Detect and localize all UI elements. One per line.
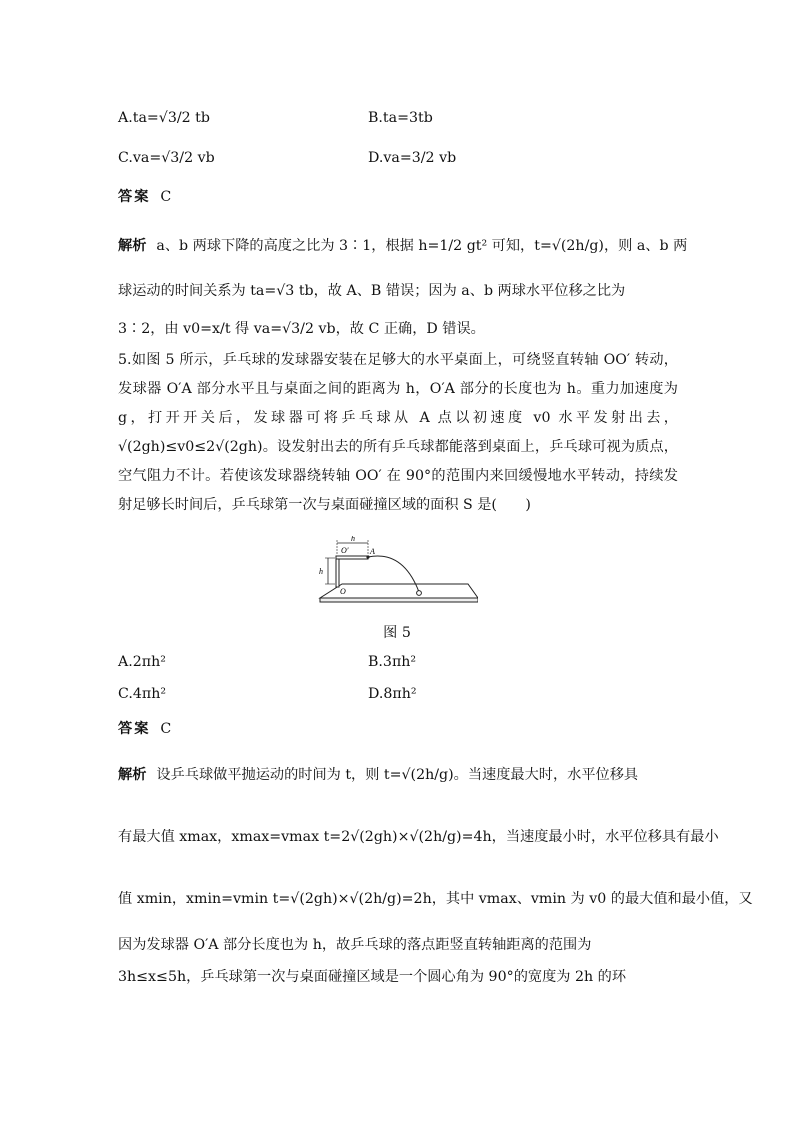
label-h-top: h [351,536,355,543]
q4-analysis-text-1: a、b 两球下降的高度之比为 3∶1，根据 h=1/2 gt² 可知，t=√(2h/g)，则 a、b 两 [156,238,688,254]
q4-option-d: D.va=3/2 vb [368,150,457,166]
q5-analysis-line-2: 有最大值 xmax，xmax=vmax t=2√(2gh)×√(2h/g)=4h，当速度最小时，水平位移具有最小 [118,829,719,845]
ball [417,591,422,596]
q5-option-d: D.8πh² [368,686,417,702]
ball-trajectory [368,556,419,592]
q5-analysis-line-3: 值 xmin，xmin=vmin t=√(2gh)×√(2h/g)=2h，其中 vmax、vmin 为 v0 的最大值和最小值，又 [118,891,753,907]
q4-analysis-line-3: 3∶2，由 v0=x/t 得 va=√3/2 vb，故 C 正确，D 错误。 [118,321,485,337]
q4-option-a: A.ta=√3/2 tb [118,110,210,126]
q5-answer [118,718,171,738]
figure-5 [318,536,478,610]
q5-analysis-label: 解析 [118,767,147,783]
q4-analysis-line-1 [118,235,687,255]
q4-option-b: B.ta=3tb [368,110,433,126]
q4-analysis-line-2: 球运动的时间关系为 ta=√3 tb，故 A、B 错误；因为 a、b 两球水平位移之比为 [118,283,626,299]
q5-analysis-text-1: 设乒乓球做平抛运动的时间为 t，则 t=√(2h/g)。当速度最大时，水平位移具 [156,767,639,783]
label-a: A [370,547,375,556]
q5-option-c: C.4πh² [118,686,167,702]
q5-answer-label: 答案 [118,721,151,737]
launcher-post [336,556,339,587]
q5-analysis-line-4: 因为发球器 O′A 部分长度也为 h，故乒乓球的落点距竖直转轴距离的范围为 [118,937,592,953]
figure-caption: 图 5 [383,625,411,641]
q4-answer [118,186,171,206]
label-o: O [340,587,346,596]
q4-analysis-label: 解析 [118,238,147,254]
label-h-side: h [319,567,323,576]
q5-option-a: A.2πh² [118,654,166,670]
q4-option-c: C.va=√3/2 vb [118,150,215,166]
q5-option-b: B.3πh² [368,654,417,670]
launcher-arm [336,556,368,559]
q5-answer-value: C [160,721,172,737]
table-edge [320,598,478,602]
q5-stem: 5.如图 5 所示，乒乓球的发球器安装在足够大的水平桌面上，可绕竖直转轴 OO′ 转动，发球器 O′A 部分水平且与桌面之间的距离为 h，O′A 部分的长度也为 h。重力加速度为 g，打开开关后，发球器可将乒乓球从 A 点以初速度 v0 水平发射出去，√(2gh)≤v0≤2√(2gh)。设发射出去的所有乒乓球都能落到桌面上，乒乓球可视为质点，空气阻力不计。若使该发球器绕转轴 OO′ 在 90°的范围内来回缓慢地水平转动，持续发射足够长时间后，乒乓球第一次与桌面碰撞区域的面积 S 是( ) [118,352,678,513]
q5-analysis-line-1 [118,764,638,784]
q4-answer-label: 答案 [118,189,151,205]
q5-analysis-line-5: 3h≤x≤5h，乒乓球第一次与桌面碰撞区域是一个圆心角为 90°的宽度为 2h 的环 [118,969,627,985]
label-o-prime: O′ [341,546,349,555]
q4-answer-value: C [160,189,172,205]
